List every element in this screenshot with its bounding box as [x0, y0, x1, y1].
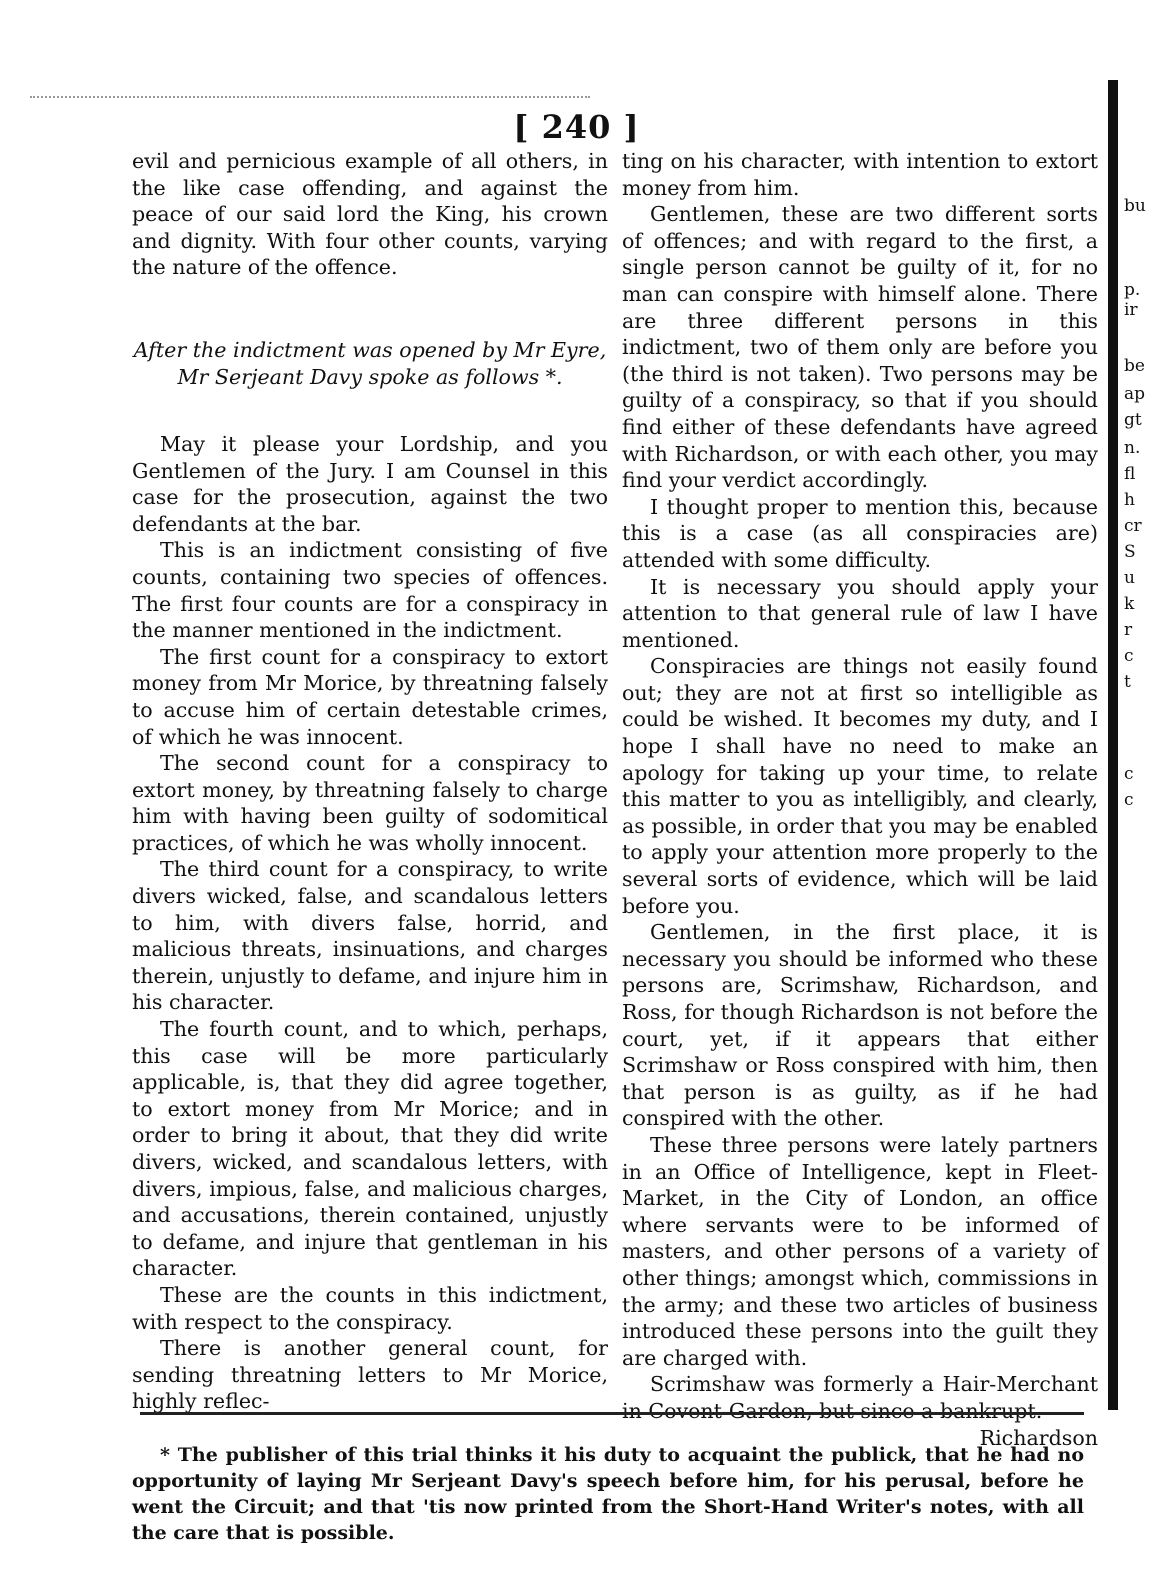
page-gutter-shadow — [1108, 80, 1118, 1410]
paragraph: May it please your Lordship, and you Gentlemen of the Jury. I am Counsel in this case for the prosecution, against the two defendants at the bar. — [132, 431, 608, 536]
catchword: Richardson — [979, 1425, 1098, 1450]
edge-fragment: be — [1124, 356, 1145, 376]
edge-fragment: p. — [1124, 280, 1141, 300]
scan-edge-marks — [2, 150, 38, 1590]
edge-fragment: c — [1124, 764, 1134, 784]
edge-fragment: S — [1124, 542, 1136, 562]
paragraph: I thought proper to mention this, because this is a case (as all conspiracies are) attended with some difficulty. — [622, 494, 1098, 572]
paragraph: Conspiracies are things not easily found out; they are not at first so intelligible as could be wished. It becomes my duty, and I hope I shall have no need to make an apology for taking up your time, to relate this matter to you as intelligibly, and clearly, as possible, in order that you may be enabled to apply your attention more properly to the several sorts of evidence, which will be laid before you. — [622, 654, 1098, 918]
right-column — [622, 148, 1098, 1451]
edge-fragment: h — [1124, 490, 1135, 510]
edge-fragment: c — [1124, 790, 1134, 810]
edge-fragment: ir — [1124, 300, 1138, 320]
paragraph: The fourth count, and to which, perhaps, this case will be more particularly applicable, is, that they did agree together, to extort money from Mr Morice; and in order to bring it about, that they did write divers, wicked, and scandalous letters, with divers, impious, false, and malicious charges, and accusations, therein contained, unjustly to defame, and injure that gentleman in his character. — [132, 1017, 608, 1281]
edge-fragment: cr — [1124, 516, 1142, 536]
edge-fragment: c — [1124, 646, 1134, 666]
footnote-divider — [140, 1412, 1084, 1415]
paragraph: The first count for a conspiracy to extort money from Mr Morice, by threatning falsely to accuse him of certain detestable crimes, of which he was innocent. — [132, 644, 608, 749]
edge-fragment: n. — [1124, 438, 1141, 458]
paragraph: ting on his character, with intention to extort money from him. — [622, 149, 1098, 200]
edge-fragment: bu — [1124, 196, 1146, 216]
page-number: [ 240 ] — [513, 108, 640, 146]
footnote: * The publisher of this trial thinks it his duty to acquaint the publick, that he had no opportunity of laying Mr Serjeant Davy's speech before him, for his perusal, before he went the Circuit; and that 'tis now printed from the Short-Hand Writer's notes, with all the care that is possible. — [132, 1444, 1084, 1544]
edge-fragment: t — [1124, 672, 1131, 692]
paragraph: The third count for a conspiracy, to write divers wicked, false, and scandalous letters to him, with divers false, horrid, and malicious threats, insinuations, and charges therein, unjustly to defame, and injure him in his character. — [132, 857, 608, 1015]
paragraph: The second count for a conspiracy to extort money, by threatning falsely to charge him with having been guilty of sodomitical practices, of which he was wholly innocent. — [132, 751, 608, 855]
paragraph: These three persons were lately partners in an Office of Intelligence, kept in Fleet-Market, in the City of London, an office where servants were to be informed of masters, and other persons of a variety of other things; amongst which, commissions in the army; and these two articles of business introduced these persons into the guilt they are charged with. — [622, 1132, 1098, 1370]
paragraph: Gentlemen, in the first place, it is necessary you should be informed who these persons are, Scrimshaw, Richardson, and Ross, for though Richardson is not before the court, yet, if it appears that either Scrimshaw or Ross conspired with him, then that person is as guilty, as if he had conspired with the other. — [622, 920, 1098, 1131]
paragraph: There is another general count, for sending threatning letters to Mr Morice, highly reflec- — [132, 1336, 608, 1414]
edge-fragment: k — [1124, 594, 1135, 614]
section-heading: After the indictment was opened by Mr Eyre, Mr Serjeant Davy spoke as follows *. — [133, 337, 607, 389]
edge-fragment: ap — [1124, 384, 1146, 404]
left-column — [132, 148, 608, 1415]
paragraph: Scrimshaw was formerly a Hair-Merchant in Covent-Garden, but since a bankrupt. — [622, 1372, 1098, 1423]
edge-fragment: gt — [1124, 410, 1142, 430]
paragraph: evil and pernicious example of all others, in the like case offending, and against the peace of our said lord the King, his crown and dignity. With four other counts, varying the nature of the offence. — [132, 149, 608, 280]
edge-fragment: u — [1124, 568, 1135, 588]
edge-fragment: fl — [1124, 464, 1136, 484]
paragraph: It is necessary you should apply your attention to that general rule of law I have mentioned. — [622, 574, 1098, 652]
edge-fragment: r — [1124, 620, 1133, 640]
paragraph: These are the counts in this indictment, with respect to the conspiracy. — [132, 1282, 608, 1334]
paragraph: This is an indictment consisting of five counts, containing two species of offences. The first four counts are for a conspiracy in the manner mentioned in the indictment. — [132, 538, 608, 643]
scan-artifact-line — [30, 96, 590, 98]
paragraph: Gentlemen, these are two different sorts of offences; and with regard to the first, a single person cannot be guilty of it, for no man can conspire with himself alone. There are three different persons in this indictment, two of them only are before you (the third is not taken). Two persons may be guilty of a conspiracy, so that if you should find either of these defendants have agreed with Richardson, or with each other, you may find your verdict accordingly. — [622, 202, 1098, 493]
